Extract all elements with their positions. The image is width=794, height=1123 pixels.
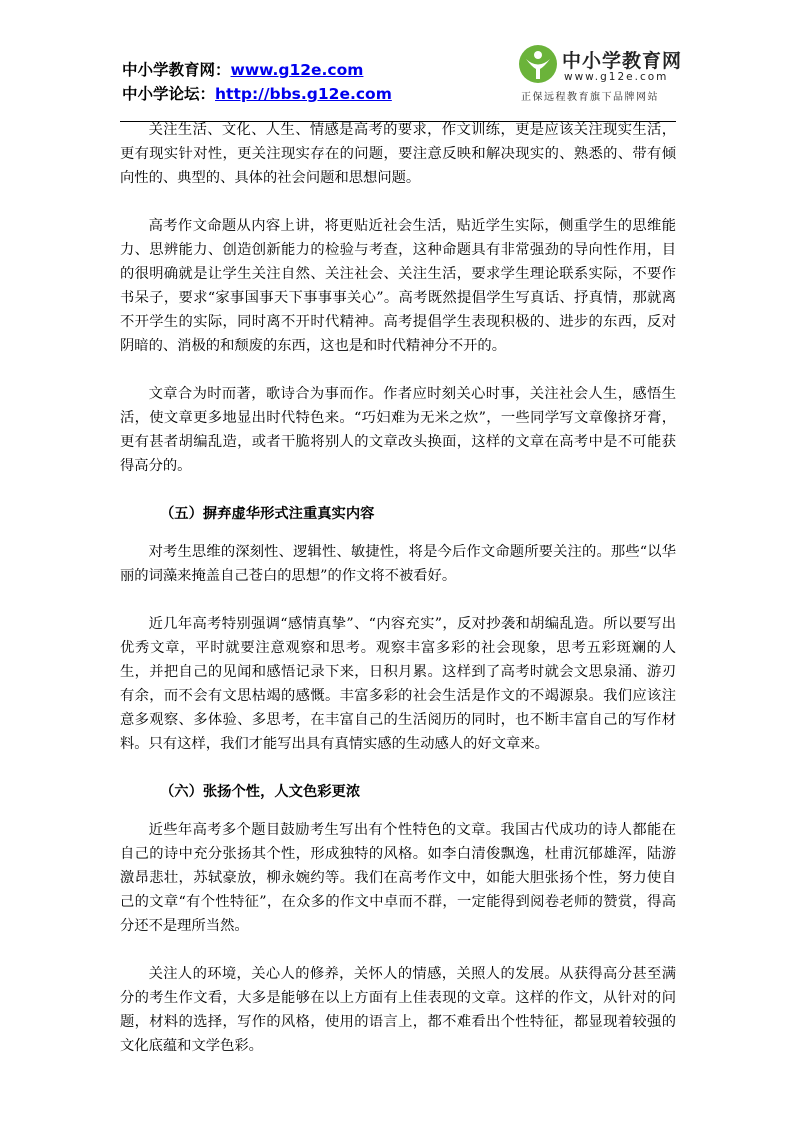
site-label: 中小学教育网：: [122, 61, 231, 79]
paragraph: 关注人的环境，关心人的修养，关怀人的情感，关照人的发展。从获得高分甚至满分的考生作文看，大多是能够在以上方面有上佳表现的文章。这样的作文，从针对的问题，材料的选择，写作的风格，使用的语言上，都不难看出个性特征，都显现着较强的文化底蕴和文学色彩。: [120, 966, 676, 1054]
section-heading-5: （五）摒弃虚华形式注重真实内容: [160, 506, 375, 522]
paragraph: 高考作文命题从内容上讲，将更贴近社会生活，贴近学生实际，侧重学生的思维能力、思辨能力、创造创新能力的检验与考查，这种命题具有非常强劲的导向性作用，目的很明确就是让学生关注自然、关注社会、关注生活，要求学生理论联系实际，不要作书呆子，要求“家事国事天下事事事关心”。高考既然提倡学生写真话、抒真情，那就离不开学生的实际，同时离不开时代精神。高考提倡学生表现积极的、进步的东西，反对阴暗的、消极的和颓废的东西，这也是和时代精神分不开的。: [120, 218, 676, 354]
paragraph: 文章合为时而著，歌诗合为事而作。作者应时刻关心时事，关注社会人生，感悟生活，使文章更多地显出时代特色来。“巧妇难为无米之炊”，一些同学写文章像挤牙膏，更有甚者胡编乱造，或者干脆将别人的文章改头换面，这样的文章在高考中是不可能获得高分的。: [120, 386, 676, 474]
page-header: [122, 58, 392, 106]
site-logo: [518, 44, 698, 104]
paragraph: 近几年高考特别强调“感情真挚”、“内容充实”，反对抄袭和胡编乱造。所以要写出优秀文章，平时就要注意观察和思考。观察丰富多彩的社会现象，思考五彩斑斓的人生，并把自己的见闻和感悟记录下来，日积月累。这样到了高考时就会文思泉涌、游刃有余，而不会有文思枯竭的感慨。丰富多彩的社会生活是作文的不竭源泉。我们应该注意多观察、多体验、多思考，在丰富自己的生活阅历的同时，也不断丰富自己的写作材料。只有这样，我们才能写出具有真情实感的生动感人的好文章来。: [120, 616, 676, 752]
section-heading-6: （六）张扬个性，人文色彩更浓: [160, 784, 361, 800]
paragraph: 关注生活、文化、人生、情感是高考的要求，作文训练，更是应该关注现实生活，更有现实针对性，更关注现实存在的问题，要注意反映和解决现实的、熟悉的、带有倾向性的、典型的、具体的社会问题和思想问题。: [120, 122, 676, 186]
site-link[interactable]: www.g12e.com: [230, 61, 364, 79]
paragraph: 对考生思维的深刻性、逻辑性、敏捷性，将是今后作文命题所要关注的。那些“以华丽的词藻来掩盖自己苍白的思想”的作文将不被看好。: [120, 544, 676, 584]
paragraph: 近些年高考多个题目鼓励考生写出有个性特色的文章。我国古代成功的诗人都能在自己的诗中充分张扬其个性，形成独特的风格。如李白清俊飘逸，杜甫沉郁雄浑，陆游激昂悲壮，苏轼豪放，柳永婉约等。我们在高考作文中，如能大胆张扬个性，努力使自己的文章“有个性特征”，在众多的作文中卓而不群，一定能得到阅卷老师的赞赏，得高分还不是理所当然。: [120, 822, 676, 934]
logo-name: 中小学教育网: [562, 50, 683, 72]
forum-label: 中小学论坛：: [122, 85, 216, 103]
logo-emblem-icon: [518, 44, 558, 84]
logo-url: www.g12e.com: [564, 71, 669, 83]
site-line: [122, 58, 392, 82]
forum-link[interactable]: http://bbs.g12e.com: [215, 85, 392, 103]
forum-line: [122, 82, 392, 106]
logo-slogan: 正保远程教育旗下品牌网站: [521, 92, 659, 103]
article-body: [120, 118, 676, 1082]
